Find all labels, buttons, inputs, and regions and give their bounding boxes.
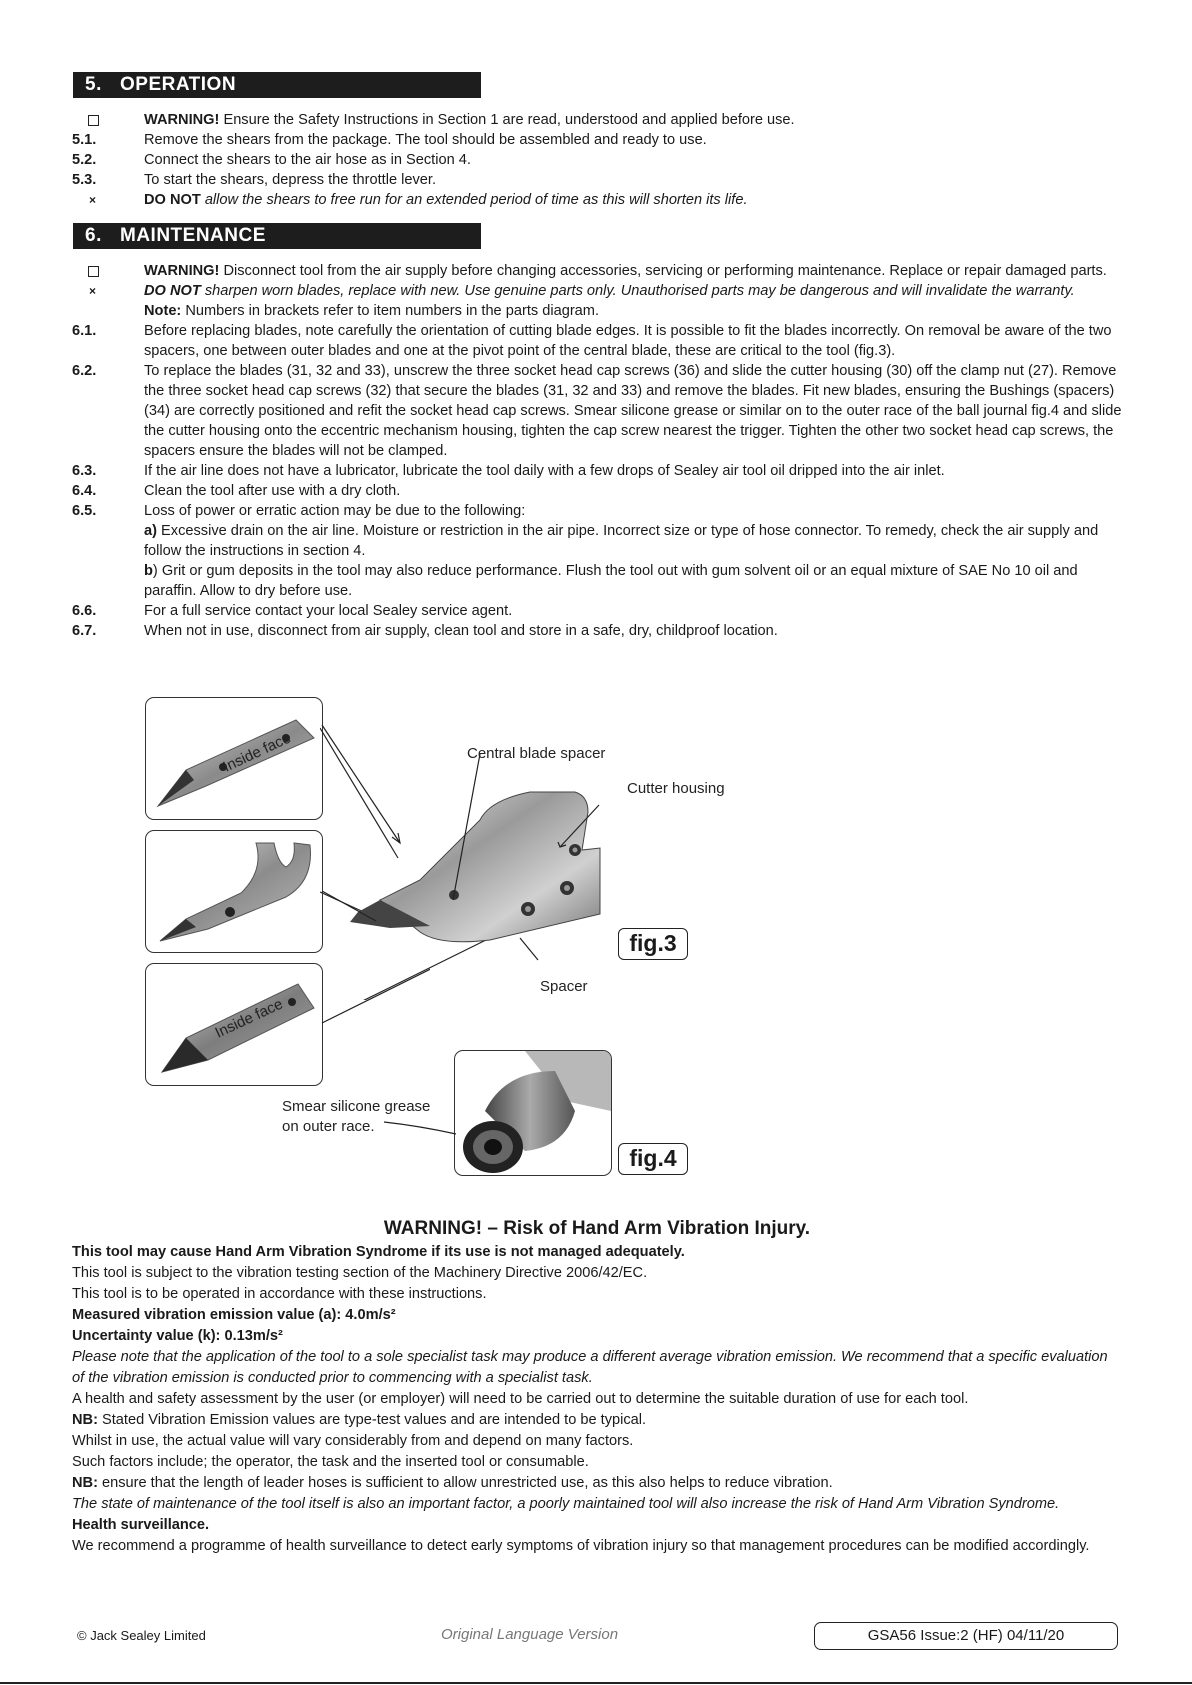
list-item: b) Grit or gum deposits in the tool may also reduce performance. Flush the tool out with gum solvent oil or an equal mixture of SAE No 10 oil and paraffin. Allow to dry before use. xyxy=(144,563,1078,599)
blade-top-icon xyxy=(146,698,322,819)
maintenance-list xyxy=(72,261,1122,641)
vibration-warning: WARNING! – Risk of Hand Arm Vibration Injury. This tool may cause Hand Arm Vibration Syndrome if its use is not managed adequately. This tool is subject to the vibration testing section of the Machinery Directive 2006/42/EC. This tool is to be operated in accordance with these instructions. Measured vibration emission value (a): 4.0m/s² Uncertainty value (k): 0.13m/s² Please note that the application of the tool to a sole specialist task may produce a different average vibration emission. We recommend that a specific evaluation of the vibration emission is conducted prior to commencing with a specialist task. A health and safety assessment by the user (or employer) will need to be carried out to determine the suitable duration of use for each tool. NB: Stated Vibration Emission values are type-test values and are intended to be typical. Whilst in use, the actual value will vary considerably from and depend on many factors. Such factors include; the operator, the task and the inserted tool or consumable. NB: ensure that the length of leader hoses is sufficient to allow unrestricted use, as this also helps to reduce vibration. The state of maintenance of the tool itself is also an important factor, a poorly maintained tool will also increase the risk of Hand Arm Vibration Syndrome. Health surveillance. We recommend a programme of health surveillance to detect early symptoms of vibration injury so that management procedures can be modified accordingly. xyxy=(72,1216,1122,1557)
list-item: 5.3. To start the shears, depress the throttle lever. xyxy=(72,172,437,188)
list-item: 6.6. For a full service contact your local Sealey service agent. xyxy=(72,603,513,619)
section-header-operation xyxy=(73,72,481,98)
section-title: OPERATION xyxy=(120,74,237,95)
inside-face-label: Inside face xyxy=(212,995,286,1042)
section-header-maintenance xyxy=(73,223,481,249)
list-item: 6.5. Loss of power or erratic action may be due to the following: xyxy=(72,503,526,519)
blade-middle-icon xyxy=(146,831,322,952)
footer xyxy=(0,1622,1192,1652)
cutter-housing-label: Cutter housing xyxy=(627,780,725,797)
cross-icon: × xyxy=(89,284,97,298)
checkbox-icon xyxy=(88,110,148,132)
language-version: Original Language Version xyxy=(441,1626,619,1643)
list-item: × DO NOT sharpen worn blades, replace with new. Use genuine parts only. Unauthorised parts may be dangerous and will invalidate the warranty. xyxy=(89,283,1075,299)
list-item: 6.3. If the air line does not have a lubricator, lubricate the tool daily with a few drops of Sealey air tool oil dripped into the air inlet. xyxy=(72,463,945,479)
list-item: WARNING! Disconnect tool from the air supply before changing accessories, servicing or performing maintenance. Replace or repair damaged parts. xyxy=(72,261,1122,281)
list-item: WARNING! Ensure the Safety Instructions in Section 1 are read, understood and applied before use. xyxy=(72,110,1122,130)
list-item: 6.7. When not in use, disconnect from air supply, clean tool and store in a safe, dry, childproof location. xyxy=(72,623,778,639)
fig4-label: fig.4 xyxy=(618,1143,688,1175)
bottom-rule xyxy=(0,1682,1192,1684)
blade-photo-top xyxy=(145,697,323,820)
inside-face-label: Inside face xyxy=(220,729,294,776)
section-title: MAINTENANCE xyxy=(120,225,266,246)
blade-bottom-icon xyxy=(146,964,322,1085)
section-number: 5. xyxy=(85,74,102,95)
vibration-heading: WARNING! – Risk of Hand Arm Vibration Injury. xyxy=(383,1218,811,1239)
list-item: 6.2. To replace the blades (31, 32 and 33), unscrew the three socket head cap screws (36) and slide the cutter housing (30) off the clamp nut (27). Remove the three socket head cap screws (32) that secure the blades (31, 32 and 33) and remove the blades. Fit new blades, ensuring the Bushings (spacers) (34) are correctly positioned and refit the socket head cap screws. Smear silicone grease or similar on to the outer race of the ball journal fig.4 and slide the cutter housing onto the eccentric mechanism housing, tighten the cap screw nearest the trigger. Tighten the other two socket head cap screws, the spacers ensure the blades will not be clamped. xyxy=(72,363,1122,459)
central-blade-spacer-label: Central blade spacer xyxy=(467,745,606,762)
list-item: Note: Numbers in brackets refer to item numbers in the parts diagram. xyxy=(144,303,600,319)
list-item: 5.2. Connect the shears to the air hose as in Section 4. xyxy=(72,152,471,168)
list-item: 5.1. Remove the shears from the package. The tool should be assembled and ready to use. xyxy=(72,132,707,148)
cross-icon: × xyxy=(89,193,97,207)
operation-list xyxy=(72,110,1122,210)
fig3-label: fig.3 xyxy=(618,928,688,960)
list-item: a) Excessive drain on the air line. Moisture or restriction in the air pipe. Incorrect size or type of hose connector. To remedy, check the air supply and follow the instructions in section 4. xyxy=(144,523,1099,559)
section-number: 6. xyxy=(85,225,102,246)
issue-box: GSA56 Issue:2 (HF) 04/11/20 xyxy=(814,1622,1118,1650)
blade-photo-bottom xyxy=(145,963,323,1086)
list-item: × DO NOT allow the shears to free run for an extended period of time as this will shorten its life. xyxy=(89,192,748,208)
blade-photo-middle xyxy=(145,830,323,953)
spacer-label: Spacer xyxy=(540,978,588,995)
checkbox-icon xyxy=(88,261,148,283)
list-item: 6.4. Clean the tool after use with a dry cloth. xyxy=(72,483,401,499)
ball-journal-photo xyxy=(454,1050,612,1176)
list-item: 6.1. Before replacing blades, note carefully the orientation of cutting blade edges. It is possible to fit the blades incorrectly. On removal be aware of the two spacers, one between outer blades and one at the pivot point of the central blade, these are critical to the tool (fig.3). xyxy=(72,323,1112,359)
leader-lines xyxy=(320,695,430,1025)
grease-caption: Smear silicone grease on outer race. xyxy=(282,1098,431,1135)
copyright: © Jack Sealey Limited xyxy=(77,1628,206,1643)
ball-journal-icon xyxy=(455,1051,611,1175)
